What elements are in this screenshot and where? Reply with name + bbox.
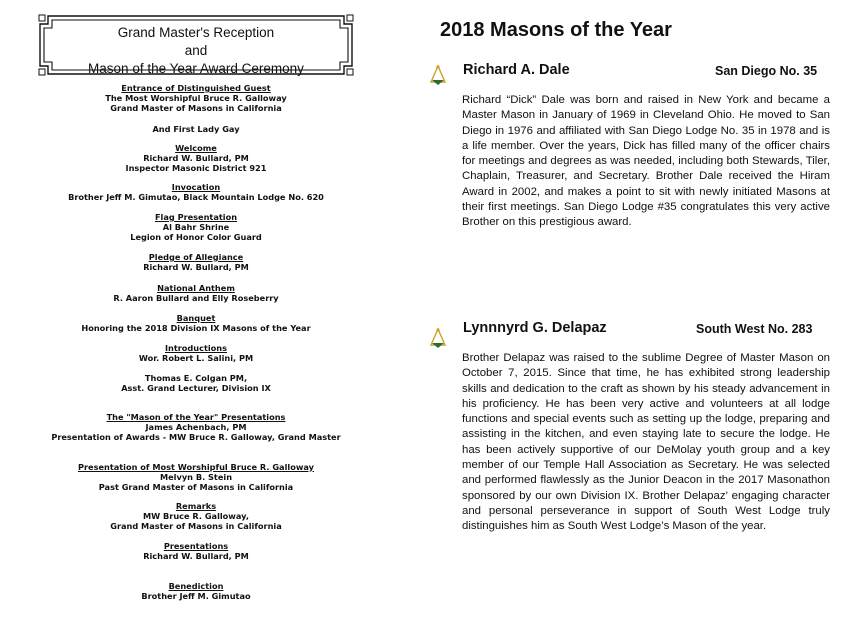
section-heading: Invocation: [171, 182, 221, 192]
recipient-name: Richard A. Dale: [463, 62, 570, 78]
section-line: Brother Jeff M. Gimutao: [141, 591, 251, 602]
recipient-bio: Brother Delapaz was raised to the sublime Degree of Master Mason on October 7, 2015. Since that time, he has exhibited strong leadership skills and dedication to the craft as shown by his steady advancement in his proficiency. He has been very active and volunteers at all lodge functions and special events such as setting up the lodge, preparing and assisting in the kitchen, and even staying late to secure the lodge. He has been actively supportive of our DeMolay youth group and a key member of our Temple Hall Association as Secretary. He was selected and performed flawlessly as the Junior Deacon in the 2017 Masonathon sponsored by our own Division IX. Brother Delapaz’ engaging character and personal perseverance in support of South West Lodge truly distinguishes him as South West Lodge’s Mason of the year.: [462, 352, 830, 533]
section-heading: Remarks: [175, 501, 217, 511]
program-section-entrance: [40, 83, 352, 114]
section-line: Asst. Grand Lecturer, Division IX: [121, 383, 271, 394]
section-heading: The "Mason of the Year" Presentations: [106, 412, 286, 422]
section-line: Honoring the 2018 Division IX Masons of the Year: [81, 323, 311, 334]
program-title-line-1: Grand Master's Reception: [117, 25, 275, 40]
section-heading: Benediction: [168, 581, 224, 591]
program-section-presentations-moty: [40, 412, 352, 443]
section-line: Richard W. Bullard, PM: [143, 551, 249, 562]
section-heading: Flag Presentation: [154, 212, 238, 222]
section-line: Grand Master of Masons in California: [110, 103, 282, 114]
program-section-introductions: [40, 343, 352, 363]
section-line: Richard W. Bullard, PM: [143, 262, 249, 273]
program-header-frame: [38, 14, 354, 76]
section-line: Presentation of Awards - MW Bruce R. Galloway, Grand Master: [51, 432, 341, 443]
section-line: Al Bahr Shrine: [162, 222, 230, 233]
section-line: Past Grand Master of Masons in California: [98, 482, 294, 493]
section-heading: Presentations: [163, 541, 229, 551]
section-line: Grand Master of Masons in California: [110, 521, 282, 532]
section-line: Melvyn B. Stein: [159, 472, 233, 483]
section-line: Legion of Honor Color Guard: [130, 232, 262, 243]
program-section-remarks: [40, 501, 352, 532]
section-line: Wor. Robert L. Salini, PM: [138, 353, 254, 364]
recipient-lodge: San Diego No. 35: [715, 64, 818, 78]
section-line: Richard W. Bullard, PM: [143, 153, 249, 164]
page-title: 2018 Masons of the Year: [440, 19, 672, 41]
program-section-anthem: [40, 283, 352, 303]
section-line: The Most Worshipful Bruce R. Galloway: [105, 93, 287, 104]
section-heading: Pledge of Allegiance: [148, 252, 244, 262]
program-section-invocation: [40, 182, 352, 202]
program-section-presentations: [40, 541, 352, 561]
section-heading: Introductions: [164, 343, 228, 353]
program-section-benediction: [40, 581, 352, 601]
program-section-first-lady: [40, 124, 352, 134]
section-heading: Banquet: [176, 313, 216, 323]
section-line: Brother Jeff M. Gimutao, Black Mountain Lodge No. 620: [68, 192, 324, 203]
section-line: R. Aaron Bullard and Elly Roseberry: [113, 293, 279, 304]
section-heading: National Anthem: [157, 283, 235, 293]
program-section-banquet: [40, 313, 352, 333]
section-heading: Presentation of Most Worshipful Bruce R. Galloway: [77, 462, 314, 472]
section-line: And First Lady Gay: [152, 124, 240, 134]
program-section-colgan: [40, 373, 352, 393]
square-compass-icon: [428, 327, 448, 351]
section-line: James Achenbach, PM: [145, 422, 247, 433]
program-section-flag: [40, 212, 352, 243]
program-section-pledge: [40, 252, 352, 272]
program-title-line-3: Mason of the Year Award Ceremony: [88, 61, 304, 76]
program-section-welcome: [40, 143, 352, 174]
program-section-presentation-gm: [40, 462, 352, 493]
section-heading: Welcome: [175, 143, 217, 153]
section-line: MW Bruce R. Galloway,: [143, 511, 249, 522]
section-line: Inspector Masonic District 921: [125, 163, 267, 174]
square-compass-icon: [428, 64, 448, 88]
recipient-lodge: South West No. 283: [696, 322, 813, 336]
program-title-line-2: and: [184, 43, 208, 58]
section-heading: Entrance of Distinguished Guest: [121, 83, 271, 93]
recipient-bio: Richard “Dick” Dale was born and raised in New York and became a Master Mason in January of 1969 in Cleveland Ohio. He moved to San Diego in 1976 and affiliated with San Diego Lodge No. 35 in 1978 and is a life member. Over the years, Dick has filled many of the officer chairs for meetings and degrees as was needed, including both Stewards, Tiler, Chaplain, Treasurer, and Secretary. Brother Dale received the Hiram Award in 2002, and makes a point to sit with newly initiated Masons at their first meetings. San Diego Lodge #35 congratulates this very active Brother on this prestigious award.: [462, 94, 830, 229]
section-line: Thomas E. Colgan PM,: [144, 373, 248, 383]
recipient-name: Lynnnyrd G. Delapaz: [463, 320, 607, 336]
